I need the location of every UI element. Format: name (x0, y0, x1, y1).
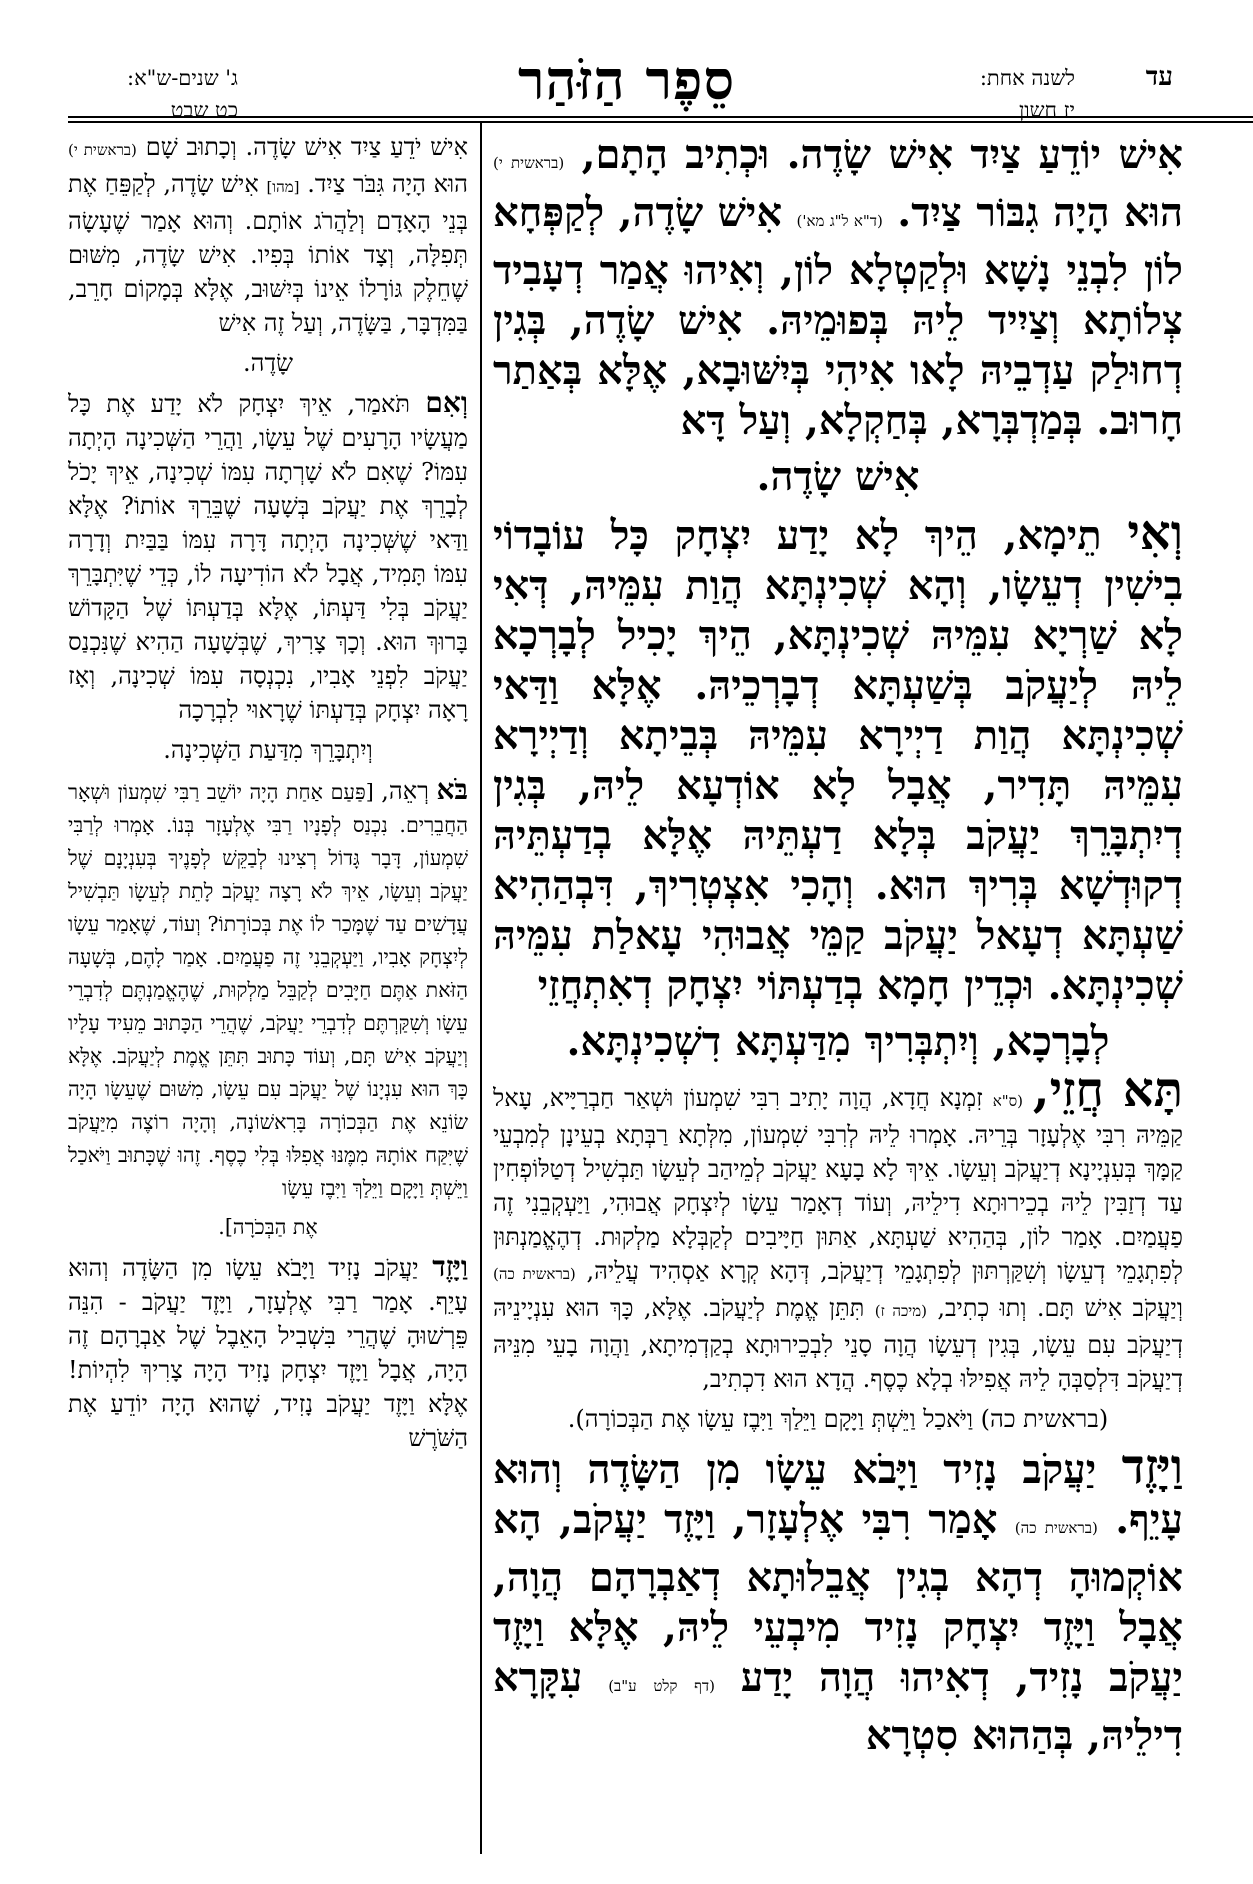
text-run: אִישׁ שָׂדֶה, לְקַפֵּחַ אֶת בְּנֵי הָאָדָם וְלַהֲרֹג אוֹתָם. וְהוּא אָמַר שֶׁעָשָׂה תְּפִלָּה, וְצָד אוֹתוֹ בְּפִיו. אִישׁ שָׂדֶה, מִשּׁוּם שֶׁחֵלֶק גּוֹרָלוֹ אֵינוֹ בְּיִשּׁוּב, אֶלָּא בְּמָקוֹם חָרֵב, בַּמִּדְבָּר, בַּשָּׂדֶה, וְעַל זֶה אִישׁ (68, 170, 468, 337)
paragraph-bo-reeh (68, 773, 468, 1205)
source-reference: (ס"א (992, 1092, 1023, 1110)
paragraph-end-line: וְיִתְבָּרֵךְ מִדַּעַת הַשְּׁכִינָה. (163, 736, 373, 764)
paragraph-vei-teima (493, 505, 1183, 1011)
paragraph-ta-chazei (493, 1062, 1183, 1396)
page-header (0, 0, 1253, 122)
text-run: זִמְנָא חֲדָא, הֲוָה יָתִיב רִבִּי שִׁמְעוֹן וּשְׁאַר חַבְרַיָּיא, עָאל קַמֵּיהּ רִבִּי אֶלְעָזָר בְּרֵיהּ. אָמְרוּ לֵיהּ לְרִבִּי שִׁמְעוֹן, מִלְּתָא רַבְּתָא בְעֵינָן לְמִבְעֵי קַמָּךְ בְּעִנְיָינָא דְיַעֲקֹב וְעֵשָׂו. אֵיךְ לָא בָעָא יַעֲקֹב לְמֵיהַב לְעֵשָׂו תַּבְשִׁיל דְטַלּוֹפְחִין עַד דְזַבִּין לֵיהּ בְכֵירוּתָא דִילֵיהּ, וְעוֹד דְאָמַר עֵשָׂו לְיִצְחָק אֲבוּהִי, וַיַּעְקְבֵנִי זֶה פַעֲמַיִם. אָמַר לוֹן, בְּהַהִיא שַׁעְתָּא, אַתּוּן חַיָּיבִים לְקַבְּלָא מַלְקוּת. דְהֶאֱמַנְתּוּן לְפִתְגָמֵי דְעֵשָׂו וְשִׁקַּרְתּוּן לְפִתְגָמֵי דְיַעֲקֹב, דְּהָא קְרָא אַסְהִיד עֲלֵיהּ, (493, 1084, 1183, 1285)
source-reference: [מהו] (266, 178, 300, 196)
source-reference: (בראשית י) (68, 141, 137, 159)
text-run: הוּא הָיָה גִבּוֹר צַיִד. (897, 189, 1183, 236)
text-run: [פַּעַם אַחַת הָיָה יוֹשֵׁב רַבִּי שִׁמְעוֹן וּשְׁאָר הַחֲבֵרִים. נִכְנַס לְפָנָיו רַבִּי אֶלְעָזָר בְּנוֹ. אָמְרוּ לְרַבִּי שִׁמְעוֹן, דָּבָר גָּדוֹל רְצִינוּ לְבַקֵּשׁ לְפָנֶיךָ בְּעִנְיָנָם שֶׁל יַעֲקֹב וְעֵשָׂו, אֵיךְ לֹא רָצָה יַעֲקֹב לָתֵת לְעֵשָׂו תַּבְשִׁיל עֲדָשִׁים עַד שֶׁמָּכַר לוֹ אֶת בְּכוֹרָתוֹ? וְעוֹד, שֶׁאָמַר עֵשָׂו לְיִצְחָק אָבִיו, וַיַּעְקְבֵנִי זֶה פַעֲמַיִם. אָמַר לָהֶם, בְּשָׁעָה הַזֹּאת אַתֶּם חַיָּבִים לְקַבֵּל מַלְקוּת, שֶׁהֶאֱמַנְתֶּם לְדִבְרֵי עֵשָׂו וְשִׁקַּרְתֶּם לְדִבְרֵי יַעֲקֹב, שֶׁהֲרֵי הַכָּתוּב מֵעִיד עָלָיו וְיַעֲקֹב אִישׁ תָּם, וְעוֹד כָּתוּב תִּתֵּן אֱמֶת לְיַעֲקֹב. אֶלָּא כָּךְ הוּא עִנְיָנוֹ שֶׁל יַעֲקֹב עִם עֵשָׂו, מִשּׁוּם שֶׁעֵשָׂו הָיָה שׂוֹנֵא אֶת הַבְּכוֹרָה בָּרִאשׁוֹנָה, וְהָיָה רוֹצֶה מִיַּעֲקֹב שֶׁיִּקַּח אוֹתָהּ מִמֶּנּוּ אֲפִלּוּ בְּלִי כֶסֶף. זֶהוּ שֶׁכָּתוּב וַיֹּאכַל וַיֵּשְׁתְּ וַיָּקָם וַיֵּלַךְ וַיִּבֶז עֵשָׂו (68, 780, 468, 1200)
source-reference: (ד"א ל"ג מא') (796, 212, 883, 230)
schedule-label: ג' שנים-ש"א: (127, 66, 238, 90)
initial-word: וְאִם (425, 386, 468, 419)
text-run: עִקָּרָא דִילֵיהּ, בְּהַהוּא סִטְרָא (493, 1654, 1183, 1759)
text-run: יַעֲקֹב נָזִיד וַיָּבֹא עֵשָׂו מִן הַשָּׂדֶה וְהוּא עָיֵף. אָמַר רַבִּי אֶלְעָזָר, וַיָּזֶד יַעֲקֹב - הִנֵּה פֵּרְשׁוּהָ שֶׁהֲרֵי בִּשְׁבִיל הָאֵבֶל שֶׁל אַבְרָהָם זֶה הָיָה, אֲבָל וַיָּזֶד יִצְחָק נָזִיד הָיָה צָרִיךְ לִהְיוֹת! אֶלָּא וַיָּזֶד יַעֲקֹב נָזִיד, שֶׁהוּא הָיָה יוֹדֵעַ אֶת הַשֹּׁרֶשׁ (68, 1254, 468, 1452)
text-run: אִישׁ שָׂדֶה, לְקַפְּחָא לוֹן לִבְנֵי נָשָׁא וּלְקַטְלָא לוֹן, וְאִיהוּ אֲמַר דְעָבִיד צְלוֹתָא וְצַיִיד לֵיהּ בְּפוּמֵיהּ. אִישׁ שָׂדֶה, בְּגִין דְחוּלַק עַדְבֵיהּ לָאו אִיהִי בְּיִשּׁוּבָא, אֶלָּא בְּאַתַר חָרוּב. בְּמַדְבְּרָא, בְּחַקְלָא, וְעַל דָּא (493, 189, 1183, 444)
source-reference: (בראשית כה) (493, 1265, 576, 1283)
paragraph-vayazed (493, 1439, 1183, 1761)
text-run: רְאֵה, (381, 777, 429, 805)
initial-word: תָּא חֲזֵי, (1032, 1062, 1183, 1118)
text-run: אָמַר רִבִּי אֶלְעָזָר, וַיָּזֶד יַעֲקֹב, הָא אוֹקְמוּהָ דְהָא בְגִין אֲבֵלוּתָא דְאַבְרָהָם הֲוָה, אֲבָל וַיָּזֶד יִצְחָק נָזִיד מִיבְעֵי לֵיהּ, אֶלָּא וַיָּזֶד יַעֲקֹב נָזִיד, דְאִיהוּ הֲוָה יָדַע (493, 1496, 1183, 1701)
source-reference: (מיכה ז) (874, 1302, 927, 1320)
paragraph-end-line: אִישׁ שָׂדֶה. (756, 453, 920, 500)
text-run: אִישׁ יֹדֵעַ צַיִד אִישׁ שָׂדֶה. וְכָתוּב שָׁם (145, 133, 468, 161)
initial-word: וְאִי (1127, 505, 1183, 561)
schedule-date: יז חשון (1018, 98, 1075, 122)
aramaic-column (493, 130, 1183, 1856)
paragraph-ish-sadeh (493, 130, 1183, 446)
paragraph-end-line: לְבָרְכָא, וְיִתְבְּרִיךְ מִדַּעְתָּא דִשְׁכִינְתָּא. (566, 1018, 1110, 1065)
column-divider (480, 122, 482, 1854)
header-rule (68, 116, 1253, 118)
text-run: וְיַעֲקֹב אִישׁ תָּם. וְתוּ כְתִיב, (937, 1294, 1183, 1322)
initial-word: וַיָּזֶד (432, 1250, 468, 1283)
text-run: תֹּאמַר, אֵיךְ יִצְחָק לֹא יָדַע אֶת כָּל מַעֲשָׂיו הָרָעִים שֶׁל עֵשָׂו, וַהֲרֵי הַשְּׁכִינָה הָיְתָה עִמּוֹ? שֶׁאִם לֹא שָׁרְתָה עִמּוֹ שְׁכִינָה, אֵיךְ יָכֹל לְבָרֵךְ אֶת יַעֲקֹב בְּשָׁעָה שֶׁבֵּרֵךְ אוֹתוֹ? אֶלָּא וַדַּאי שֶׁשְּׁכִינָה הָיְתָה דָּרָה עִמּוֹ בַּבַּיִת וְדָרָה עִמּוֹ תָּמִיד, אֲבָל לֹא הוֹדִיעָה לוֹ, כְּדֵי שֶׁיִּתְבָּרֵךְ יַעֲקֹב בְּלִי דַּעְתּוֹ, אֶלָּא בְּדַעְתּוֹ שֶׁל הַקָּדוֹשׁ בָּרוּךְ הוּא. וְכָךְ צָרִיךְ, שֶׁבְּשָׁעָה הַהִיא שֶׁנִּכְנַס יַעֲקֹב לִפְנֵי אָבִיו, נִכְנְסָה עִמּוֹ שְׁכִינָה, וְאָז רָאָה יִצְחָק בְּדַעְתּוֹ שֶׁרָאוּי לִבְרָכָה (68, 390, 468, 724)
source-reference: (בראשית כה) (1014, 1519, 1098, 1537)
paragraph-end-line: שָׂדֶה. (243, 349, 293, 377)
paragraph-veim-tomar (68, 386, 468, 727)
text-run: הוּא הָיָה גִּבֹּר צַיִד. (307, 170, 468, 198)
hebrew-translation-column (68, 130, 468, 1856)
paragraph-end-line: אֶת הַבְּכֹרָה]. (218, 1215, 318, 1239)
text-run: תֵימָא, הֵיךְ לָא יָדַע יִצְחָק כָּל עוֹבָדוֹי בִישִׁין דְעֵשָׂו, וְהָא שְׁכִינְתָּא הֲוַת עִמֵּיהּ, דְּאִי לָא שַׁרְיָא עִמֵּיהּ שְׁכִינְתָּא, הֵיךְ יָכִיל לְבָרְכָא לֵיהּ לְיַעֲקֹב בְּשַׁעְתָּא דְבָרְכֵיהּ. אֶלָּא וַדַּאי שְׁכִינְתָּא הֲוַת דַיְירָא עִמֵּיהּ בְּבֵיתָא וְדַיְירָא עִמֵּיהּ תָּדִיר, אֲבָל לָא אוֹדְעָא לֵיהּ, בְּגִין דְיִתְבָּרֵךְ יַעֲקֹב בְּלָא דַעְתֵּיהּ אֶלָּא בְדַעְתֵּיהּ דְקוּדְשָׁא בְּרִיךְ הוּא. וְהָכִי אִצְטְרִיךְ, דִּבְהַהִיא שַׁעְתָּא דְעָאל יַעֲקֹב קַמֵּי אֲבוּהִי עָאלַת עִמֵּיהּ שְׁכִינְתָּא. וּכְדֵין חָמָא בְדַעְתּוֹי יִצְחָק דְאִתְחֲזֵי (493, 512, 1183, 1009)
book-title: סֵפֶר הַזֹּהַר (517, 48, 736, 112)
page-number: עד (1145, 62, 1173, 92)
paragraph-vayazed-translation (68, 1250, 468, 1455)
initial-word: בֹּא (436, 773, 468, 806)
text-run: אִישׁ יוֹדֵעַ צַיִד אִישׁ שָׂדֶה. וּכְתִיב הָתָם, (581, 131, 1183, 178)
initial-word: וַיָּזֶד (1121, 1439, 1183, 1495)
schedule-date: כט שבט (170, 98, 238, 122)
source-reference: (בראשית י) (493, 154, 565, 172)
header-rule-double (68, 121, 1253, 123)
source-reference: (דף קלט ע"ב) (608, 1677, 715, 1695)
schedule-label: לשנה אחת: (979, 66, 1075, 90)
verse-quote: (בראשית כה) וַיֹּאכַל וַיֵּשְׁתְּ וַיָּקָם וַיֵּלַךְ וַיִּבֶז עֵשָׂו אֶת הַבְּכוֹרָה). (567, 1405, 1109, 1433)
text-run: יַעֲקֹב נָזִיד וַיָּבֹא עֵשָׂו מִן הַשָּׂדֶה וְהוּא עָיֵף. (493, 1446, 1183, 1543)
text-run: תִּתֵּן אֱמֶת לְיַעֲקֹב. אֶלָּא, כָּךְ הוּא עִנְיָינֵיהּ דְיַעֲקֹב עִם עֵשָׂו, בְּגִין דְעֵשָׂו הֲוָה סָנֵי לִבְכֵירוּתָא בְקַדְמִיתָא, וַהֲוָה בָעֵי מִנֵּיהּ דְיַעֲקֹב דִּלְסַבְּהָ לֵיהּ אֲפִילּוּ בְלָא כֶסֶף. הֲדָא הוּא דִכְתִיב, (493, 1294, 1183, 1393)
paragraph-ish-sadeh-translation (68, 130, 468, 340)
